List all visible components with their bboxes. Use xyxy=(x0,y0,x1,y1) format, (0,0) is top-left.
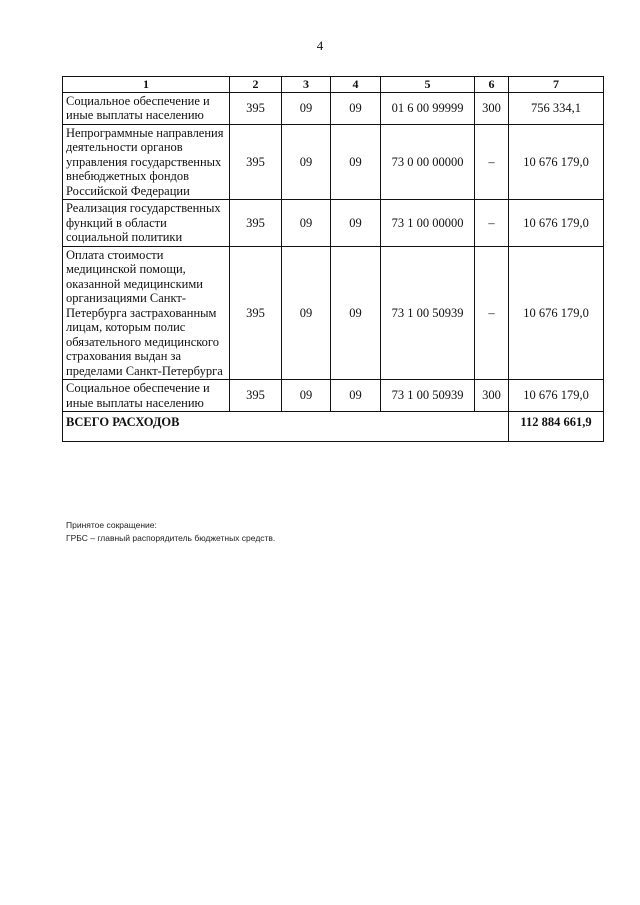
page-number: 4 xyxy=(316,38,324,53)
column-header: 1 xyxy=(63,77,230,93)
subsection-code: 09 xyxy=(331,380,381,412)
expense-name: Социальное обеспечение и иные выплаты населению xyxy=(63,92,230,124)
table-row xyxy=(63,380,604,412)
target-article-code: 01 6 00 99999 xyxy=(381,92,475,124)
footnote-abbreviation: ГРБС – главный распорядитель бюджетных средств. xyxy=(66,533,276,543)
grbs-code: 395 xyxy=(230,246,282,380)
total-label: ВСЕГО РАСХОДОВ xyxy=(63,412,509,442)
table-row xyxy=(63,92,604,124)
section-code: 09 xyxy=(282,124,331,200)
expense-name: Реализация государственных функций в области социальной политики xyxy=(63,200,230,247)
amount: 10 676 179,0 xyxy=(509,124,604,200)
footnote xyxy=(66,519,275,545)
total-amount: 112 884 661,9 xyxy=(509,412,604,442)
expense-type-code: – xyxy=(475,246,509,380)
grbs-code: 395 xyxy=(230,380,282,412)
target-article-code: 73 0 00 00000 xyxy=(381,124,475,200)
subsection-code: 09 xyxy=(331,200,381,247)
expense-name: Оплата стоимости медицинской помощи, оказанной медицинскими организациями Санкт-Петербурга застрахованным лицам, которым полис обязательного медицинского страхования выдан за пределами Санкт-Петербурга xyxy=(63,246,230,380)
column-header: 2 xyxy=(230,77,282,93)
target-article-code: 73 1 00 50939 xyxy=(381,246,475,380)
amount: 10 676 179,0 xyxy=(509,200,604,247)
column-header: 5 xyxy=(381,77,475,93)
budget-table xyxy=(62,76,604,442)
amount: 10 676 179,0 xyxy=(509,246,604,380)
expense-type-code: 300 xyxy=(475,380,509,412)
column-header: 3 xyxy=(282,77,331,93)
grbs-code: 395 xyxy=(230,92,282,124)
grbs-code: 395 xyxy=(230,200,282,247)
expense-name: Непрограммные направления деятельности органов управления государственных внебюджетных фондов Российской Федерации xyxy=(63,124,230,200)
column-header: 7 xyxy=(509,77,604,93)
section-code: 09 xyxy=(282,92,331,124)
footnote-heading: Принятое сокращение: xyxy=(66,520,157,530)
section-code: 09 xyxy=(282,246,331,380)
expense-name: Социальное обеспечение и иные выплаты населению xyxy=(63,380,230,412)
table-row xyxy=(63,200,604,247)
expense-type-code: – xyxy=(475,200,509,247)
subsection-code: 09 xyxy=(331,124,381,200)
target-article-code: 73 1 00 50939 xyxy=(381,380,475,412)
total-row xyxy=(63,412,604,442)
expense-type-code: 300 xyxy=(475,92,509,124)
table-row xyxy=(63,246,604,380)
column-header: 6 xyxy=(475,77,509,93)
target-article-code: 73 1 00 00000 xyxy=(381,200,475,247)
section-code: 09 xyxy=(282,380,331,412)
subsection-code: 09 xyxy=(331,92,381,124)
table-row xyxy=(63,124,604,200)
table-header-row xyxy=(63,77,604,93)
column-header: 4 xyxy=(331,77,381,93)
grbs-code: 395 xyxy=(230,124,282,200)
expense-type-code: – xyxy=(475,124,509,200)
subsection-code: 09 xyxy=(331,246,381,380)
amount: 10 676 179,0 xyxy=(509,380,604,412)
section-code: 09 xyxy=(282,200,331,247)
amount: 756 334,1 xyxy=(509,92,604,124)
